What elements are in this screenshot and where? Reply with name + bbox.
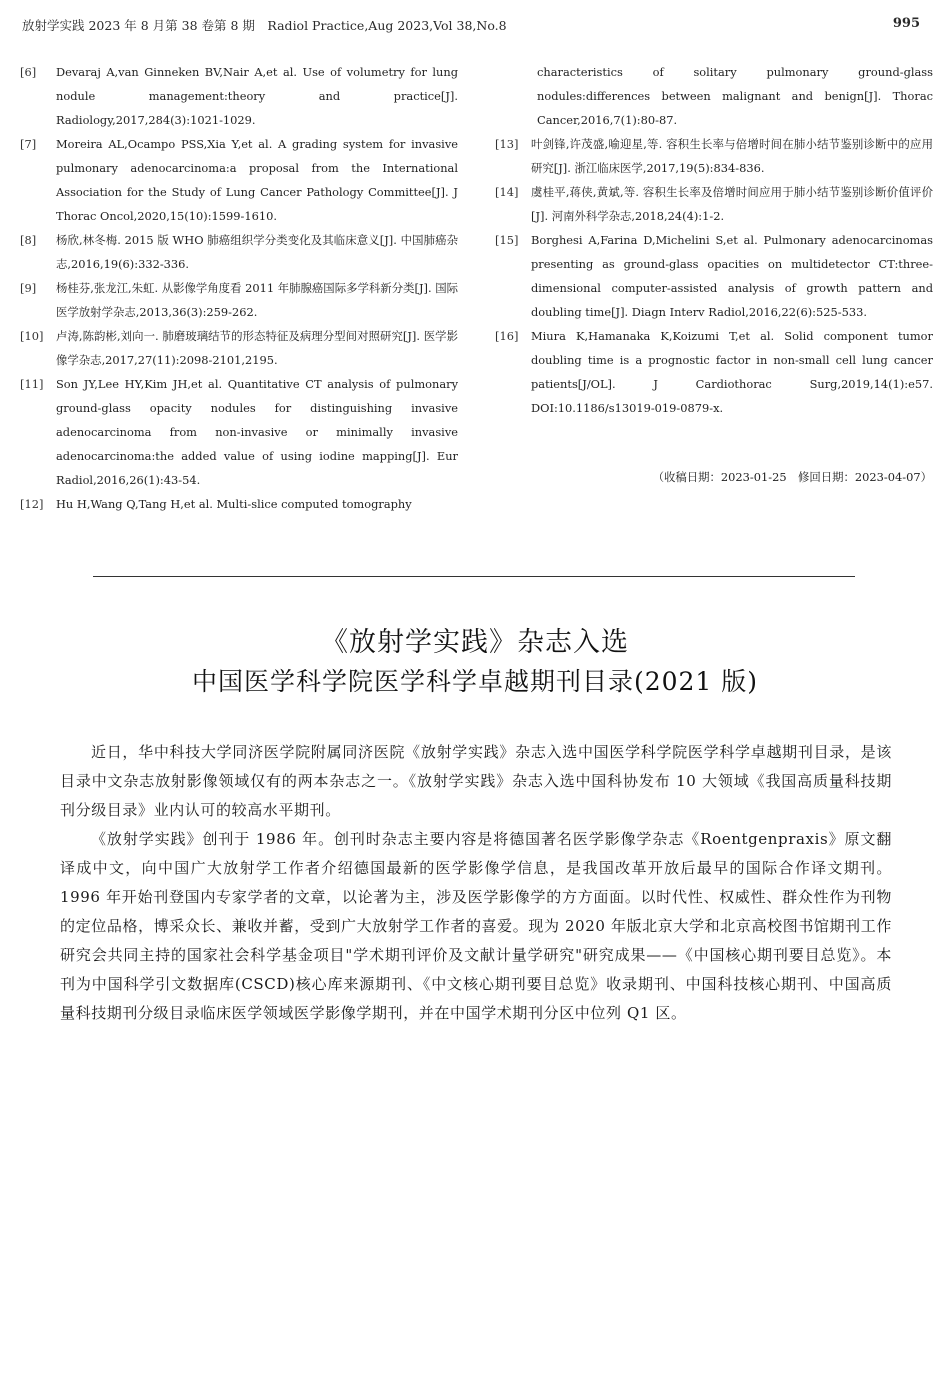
reference-number: [6] xyxy=(20,65,37,79)
reference-number: [8] xyxy=(20,233,37,247)
reference-number: [12] xyxy=(20,497,44,511)
running-header xyxy=(22,12,920,34)
reference-number: [9] xyxy=(20,281,37,295)
reference-number: [15] xyxy=(495,233,519,247)
reference-text: Son JY,Lee HY,Kim JH,et al. Quantitative CT analysis of pulmonary ground-glass opacity nodules for distinguishing invasive adenocarcinoma from non-invasive or minimally invasive adenocarcinoma:the added value of using iodine mapping[J]. Eur Radiol,2016,26(1):43-54. xyxy=(56,377,458,487)
page-number: 995 xyxy=(892,16,920,31)
reference-item xyxy=(495,180,933,228)
reference-text: Miura K,Hamanaka K,Koizumi T,et al. Solid component tumor doubling time is a prognostic factor in non-small cell lung cancer patients[J/OL]. J Cardiothorac Surg,2019,14(1):e57. DOI:10.1186/s13019-019-0879-x. xyxy=(531,329,933,415)
reference-item xyxy=(20,324,458,372)
reference-list-right xyxy=(495,60,933,420)
reference-continuation: characteristics of solitary pulmonary ground-glass nodules:differences between malignant and benign[J]. Thorac Cancer,2016,7(1):80-87. xyxy=(537,65,933,127)
reference-text: Borghesi A,Farina D,Michelini S,et al. Pulmonary adenocarcinomas presenting as ground-glass opacities on multidetector CT:three-dimensional computer-assisted analysis of growth pattern and doubling time[J]. Diagn Interv Radiol,2016,22(6):525-533. xyxy=(531,233,933,319)
reference-item xyxy=(495,228,933,324)
reference-item xyxy=(20,132,458,228)
reference-text: 杨欣,林冬梅. 2015 版 WHO 肺癌组织学分类变化及其临床意义[J]. 中国肺癌杂志,2016,19(6):332-336. xyxy=(56,233,458,271)
reference-item xyxy=(495,324,933,420)
reference-item xyxy=(20,492,458,516)
reference-item xyxy=(20,276,458,324)
reference-item xyxy=(20,60,458,132)
body-paragraph: 近日，华中科技大学同济医学院附属同济医院《放射学实践》杂志入选中国医学科学院医学科学卓越期刊目录，是该目录中文杂志放射影像领域仅有的两本杂志之一。《放射学实践》杂志入选中国科协发布 10 大领域《我国高质量科技期刊分级目录》业内认可的较高水平期刊。 xyxy=(60,743,892,819)
reference-text: Hu H,Wang Q,Tang H,et al. Multi-slice computed tomography xyxy=(56,497,412,511)
announcement-title: 《放射学实践》杂志入选 xyxy=(321,627,629,658)
journal-info: 放射学实践 2023 年 8 月第 38 卷第 8 期 Radiol Practice,Aug 2023,Vol 38,No.8 xyxy=(22,18,507,33)
reference-item xyxy=(20,228,458,276)
reference-text: 杨桂芬,张龙江,朱虹. 从影像学角度看 2011 年肺腺癌国际多学科新分类[J]. 国际医学放射学杂志,2013,36(3):259-262. xyxy=(56,281,458,319)
reference-number: [7] xyxy=(20,137,37,151)
reference-number: [10] xyxy=(20,329,44,343)
received-revised-dates: （收稿日期：2023-01-25 修回日期：2023-04-07） xyxy=(652,470,932,484)
reference-number: [13] xyxy=(495,137,519,151)
reference-item xyxy=(20,372,458,492)
reference-list-left xyxy=(20,60,458,516)
reference-item xyxy=(495,132,933,180)
announcement-subtitle: 中国医学科学院医学科学卓越期刊目录(2021 版) xyxy=(191,667,759,696)
reference-text: Devaraj A,van Ginneken BV,Nair A,et al. Use of volumetry for lung nodule management:theory and practice[J]. Radiology,2017,284(3):1021-1029. xyxy=(56,65,458,127)
reference-number: [11] xyxy=(20,377,44,391)
reference-text: 叶剑锋,许茂盛,喻迎星,等. 容积生长率与倍增时间在肺小结节鉴别诊断中的应用研究[J]. 浙江临床医学,2017,19(5):834-836. xyxy=(531,137,933,175)
reference-text: 虞桂平,蒋侠,黄斌,等. 容积生长率及倍增时间应用于肺小结节鉴别诊断价值评价[J]. 河南外科学杂志,2018,24(4):1-2. xyxy=(531,185,933,223)
section-divider xyxy=(93,576,855,577)
reference-number: [16] xyxy=(495,329,519,343)
reference-text: 卢涛,陈韵彬,刘向一. 肺磨玻璃结节的形态特征及病理分型间对照研究[J]. 医学影像学杂志,2017,27(11):2098-2101,2195. xyxy=(56,329,458,367)
reference-number: [14] xyxy=(495,185,519,199)
reference-text: Moreira AL,Ocampo PSS,Xia Y,et al. A grading system for invasive pulmonary adenocarcinoma:a proposal from the International Association for the Study of Lung Cancer Pathology Committee[J]. J Thorac Oncol,2020,15(10):1599-1610. xyxy=(56,137,458,223)
announcement-body xyxy=(60,738,892,1028)
body-paragraph: 《放射学实践》创刊于 1986 年。创刊时杂志主要内容是将德国著名医学影像学杂志《Roentgenpraxis》原文翻译成中文，向中国广大放射学工作者介绍德国最新的医学影像学信息，是我国改革开放后最早的国际合作译文期刊。1996 年开始刊登国内专家学者的文章，以论著为主，涉及医学影像学的方方面面。以时代性、权威性、群众性作为刊物的定位品格，博采众长、兼收并蓄，受到广大放射学工作者的喜爱。现为 2020 年版北京大学和北京高校图书馆期刊工作研究会共同主持的国家社会科学基金项目"学术期刊评价及文献计量学研究"研究成果——《中国核心期刊要目总览》。本刊为中国科学引文数据库(CSCD)核心库来源期刊、《中文核心期刊要目总览》收录期刊、中国科技核心期刊、中国高质量科技期刊分级目录临床医学领域医学影像学期刊，并在中国学术期刊分区中位列 Q1 区。 xyxy=(60,830,892,1022)
